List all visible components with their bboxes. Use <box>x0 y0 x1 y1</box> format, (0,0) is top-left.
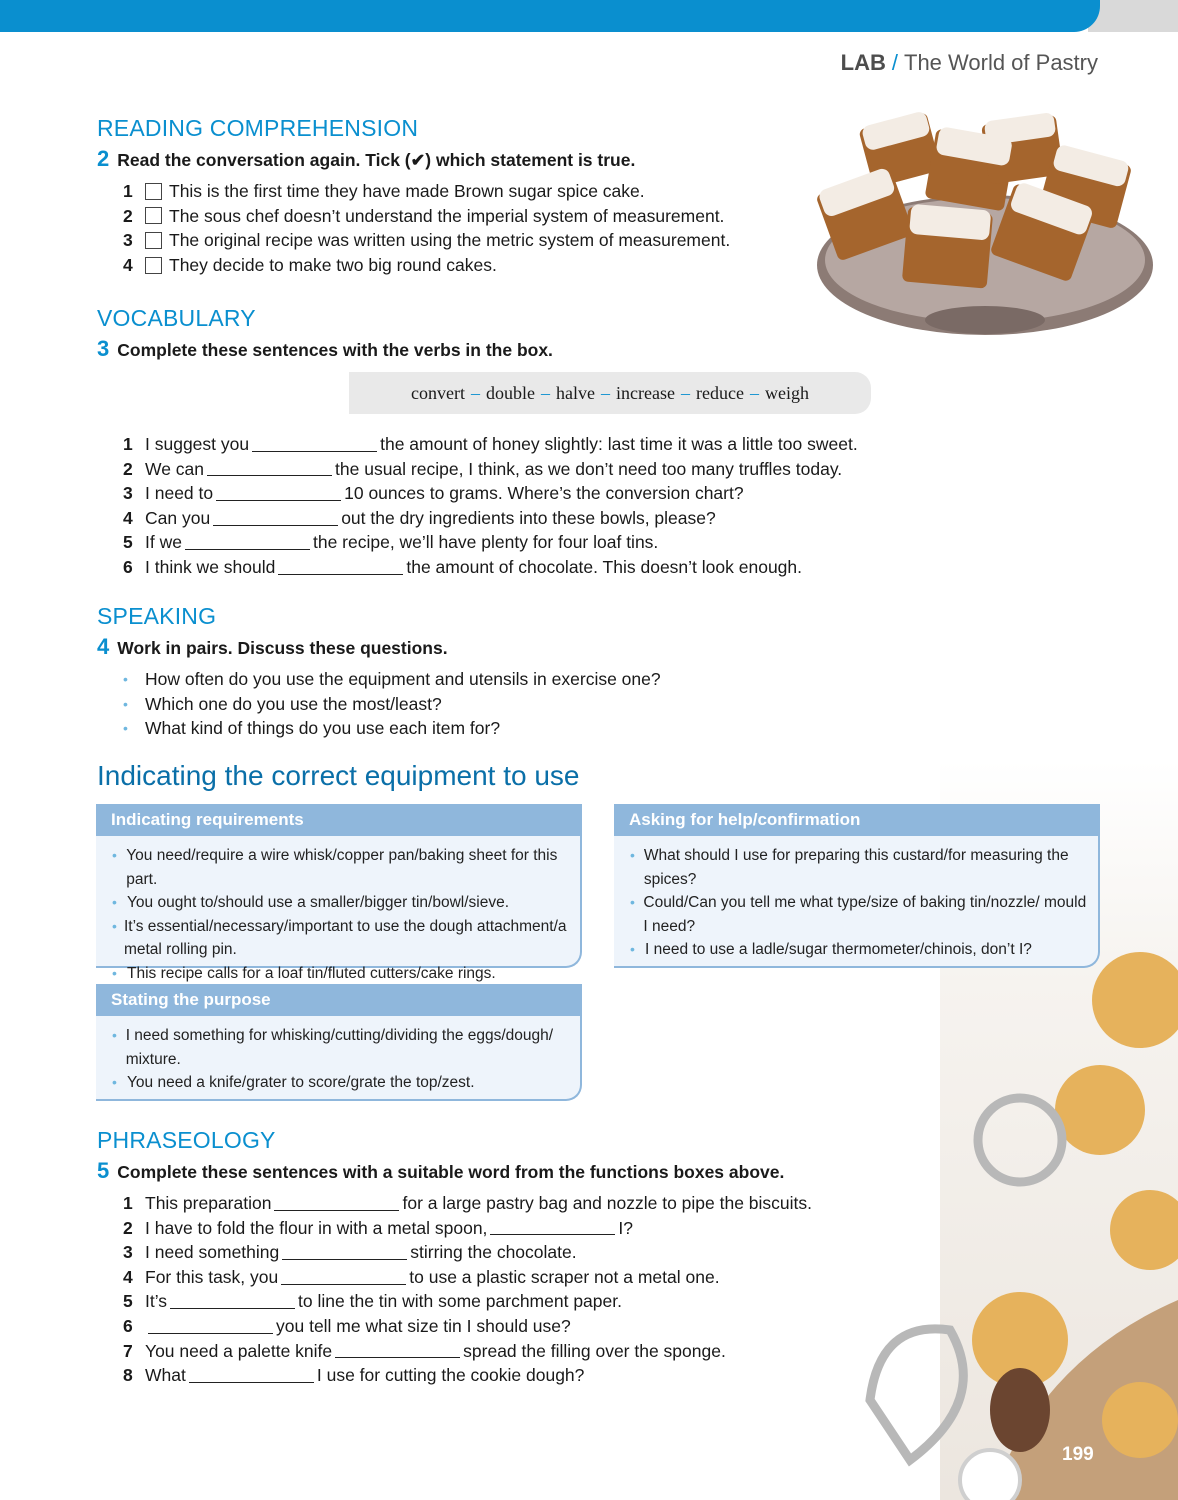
list-item <box>123 1240 812 1265</box>
bullet-dot: • <box>630 847 635 863</box>
item-text: This is the first time they have made Brown sugar spice cake. <box>169 181 645 201</box>
word: convert <box>411 382 466 403</box>
bullet-dot: • <box>112 894 117 910</box>
text-after: to use a plastic scraper not a metal one. <box>409 1266 720 1287</box>
text-after: you tell me what size tin I should use? <box>276 1315 571 1336</box>
list-item <box>123 1265 812 1290</box>
list-item <box>123 481 858 506</box>
exercise-number: 4 <box>97 634 110 659</box>
item-number: 5 <box>123 532 133 553</box>
bullet-dot: • <box>123 720 128 737</box>
answer-blank[interactable] <box>170 1294 295 1309</box>
instruction-text: Work in pairs. Discuss these questions. <box>117 638 448 658</box>
reading-section-title: READING COMPREHENSION <box>97 115 419 141</box>
item-number: 5 <box>123 1291 133 1312</box>
bullet-dot: • <box>112 1074 117 1090</box>
list-item <box>630 844 1088 891</box>
speaking-section-title: SPEAKING <box>97 603 217 629</box>
answer-blank[interactable] <box>335 1343 460 1358</box>
answer-blank[interactable] <box>252 437 377 452</box>
list-item <box>123 692 661 717</box>
item-number: 3 <box>123 230 133 251</box>
item-number: 4 <box>123 1266 133 1287</box>
box-heading: Indicating requirements <box>96 804 580 836</box>
text-before: What <box>145 1365 186 1386</box>
tick-box[interactable] <box>145 183 162 200</box>
tick-box[interactable] <box>145 232 162 249</box>
bullet-dot: • <box>112 917 117 934</box>
header-separator: / <box>891 50 898 75</box>
text-before: I think we should <box>145 556 276 577</box>
text-after: the usual recipe, I think, as we don’t need too many truffles today. <box>335 458 843 479</box>
bullet-dot: • <box>112 1027 117 1043</box>
answer-blank[interactable] <box>278 560 403 575</box>
dash: – <box>680 382 690 403</box>
list-item <box>123 1191 812 1216</box>
bullet-dot: • <box>630 894 635 910</box>
answer-blank[interactable] <box>490 1220 615 1235</box>
answer-blank[interactable] <box>213 511 338 526</box>
text-before: It’s <box>145 1291 168 1312</box>
text-before: If we <box>145 532 182 553</box>
instruction-text: Complete these sentences with the verbs in the box. <box>117 340 553 360</box>
answer-blank[interactable] <box>148 1319 273 1334</box>
list-item <box>123 457 858 482</box>
list-item <box>123 667 661 692</box>
list-item <box>123 716 661 741</box>
item-number: 7 <box>123 1340 133 1361</box>
list-item <box>123 228 730 253</box>
text-after: the recipe, we’ll have plenty for four loaf tins. <box>312 532 659 553</box>
item-number: 4 <box>123 507 133 528</box>
answer-blank[interactable] <box>274 1196 399 1211</box>
text-after: spread the filling over the sponge. <box>463 1340 726 1361</box>
exercise-5-instruction <box>97 1158 784 1184</box>
help-confirmation-box <box>614 804 1100 968</box>
item-number: 8 <box>123 1365 133 1386</box>
dash: – <box>601 382 611 403</box>
exercise-4-instruction <box>97 634 448 660</box>
text-after: the amount of honey slightly: last time it was a little too sweet. <box>380 434 858 454</box>
text-before: Can you <box>145 507 211 528</box>
bullet-text: Could/Can you tell me what type/size of baking tin/nozzle/ mould I need? <box>643 894 1087 935</box>
vocabulary-list <box>123 432 858 580</box>
item-number: 2 <box>123 205 133 226</box>
bullet-dot: • <box>112 847 117 863</box>
bullet-text: What kind of things do you use each item for? <box>145 718 501 739</box>
text-before: I need something <box>145 1242 280 1263</box>
text-before: This preparation <box>145 1193 272 1213</box>
exercise-2-instruction <box>97 146 635 172</box>
word: weigh <box>764 382 809 403</box>
instruction-text: Complete these sentences with a suitable word from the functions boxes above. <box>117 1162 785 1182</box>
list-item <box>123 530 858 555</box>
list-item <box>123 179 730 204</box>
top-color-bar <box>0 0 1100 32</box>
answer-blank[interactable] <box>189 1368 314 1383</box>
text-before: You need a palette knife <box>145 1340 333 1361</box>
word: increase <box>616 382 675 403</box>
item-number: 2 <box>123 1217 133 1238</box>
text-after: for a large pastry bag and nozzle to pipe the biscuits. <box>402 1193 813 1213</box>
dash: – <box>541 382 551 403</box>
word: halve <box>556 382 596 403</box>
word: reduce <box>695 382 744 403</box>
exercise-number: 2 <box>97 146 110 171</box>
list-item <box>123 555 858 580</box>
bullet-dot: • <box>123 695 128 712</box>
item-number: 1 <box>123 181 133 201</box>
item-number: 6 <box>123 1315 133 1336</box>
bullet-dot: • <box>112 964 117 981</box>
bullet-text: Which one do you use the most/least? <box>145 693 442 714</box>
text-before: We can <box>145 458 205 479</box>
cake-photo <box>810 100 1160 350</box>
exercise-number: 5 <box>97 1158 110 1183</box>
dash: – <box>471 382 481 403</box>
speaking-bullets <box>123 667 661 741</box>
phraseology-section-title: PHRASEOLOGY <box>97 1127 276 1153</box>
bullet-text: What should I use for preparing this custard/for measuring the spices? <box>643 847 1069 888</box>
item-number: 6 <box>123 556 133 577</box>
word: double <box>486 382 536 403</box>
box-heading: Stating the purpose <box>96 984 580 1016</box>
text-after: I use for cutting the cookie dough? <box>316 1365 585 1386</box>
text-after: out the dry ingredients into these bowls, please? <box>341 507 716 528</box>
text-after: to line the tin with some parchment paper. <box>298 1291 622 1312</box>
page-number: 199 <box>1062 1444 1094 1465</box>
item-text: They decide to make two big round cakes. <box>169 254 497 275</box>
exercise-3-instruction <box>97 336 553 362</box>
functions-title: Indicating the correct equipment to use <box>97 760 580 791</box>
bullet-dot: • <box>630 941 635 957</box>
requirements-box <box>96 804 582 982</box>
list-item <box>123 1339 812 1364</box>
reading-list <box>123 179 730 277</box>
word-box <box>349 372 871 414</box>
text-before: I need to <box>145 483 214 504</box>
item-number: 1 <box>123 1193 133 1213</box>
header-lab: LAB <box>840 50 886 75</box>
bullet-text: This recipe calls for a loaf tin/fluted cutters/cake rings. <box>127 964 496 982</box>
bullet-text: You need a knife/grater to score/grate the top/zest. <box>127 1074 475 1091</box>
answer-blank[interactable] <box>281 1270 406 1285</box>
bullet-text: You need/require a wire whisk/copper pan/baking sheet for this part. <box>126 847 558 888</box>
item-number: 3 <box>123 1242 133 1263</box>
box-body <box>614 836 1098 968</box>
box-body <box>96 1016 580 1101</box>
list-item <box>630 891 1088 938</box>
top-bar-grey-tab <box>1088 0 1178 32</box>
list-item <box>123 506 858 531</box>
item-number: 2 <box>123 458 133 479</box>
list-item <box>123 204 730 229</box>
text-after: the amount of chocolate. This doesn’t look enough. <box>406 556 802 577</box>
text-before: I suggest you <box>145 434 250 454</box>
item-text: The sous chef doesn’t understand the imperial system of measurement. <box>169 205 725 226</box>
bullet-text: How often do you use the equipment and utensils in exercise one? <box>145 669 661 689</box>
box-heading: Asking for help/confirmation <box>614 804 1098 836</box>
tick-box[interactable] <box>145 257 162 274</box>
vocabulary-section-title: VOCABULARY <box>97 305 256 331</box>
text-after: stirring the chocolate. <box>410 1242 577 1263</box>
instruction-text: Read the conversation again. Tick (✔) which statement is true. <box>117 150 636 170</box>
page-header <box>841 50 1098 76</box>
list-item <box>112 915 570 962</box>
text-after: 10 ounces to grams. Where’s the conversion chart? <box>344 483 744 504</box>
item-text: The original recipe was written using the metric system of measurement. <box>169 230 731 251</box>
item-number: 3 <box>123 483 133 504</box>
tick-box[interactable] <box>145 207 162 224</box>
list-item <box>123 1363 812 1388</box>
purpose-box <box>96 984 582 1101</box>
list-item <box>112 1024 570 1071</box>
answer-blank[interactable] <box>282 1245 407 1260</box>
answer-blank[interactable] <box>185 535 310 550</box>
list-item <box>112 962 570 986</box>
dash: – <box>749 382 759 403</box>
text-before: For this task, you <box>145 1266 279 1287</box>
bullet-text: I need something for whisking/cutting/dividing the eggs/dough/ mixture. <box>125 1027 554 1068</box>
list-item <box>112 1071 570 1095</box>
bullet-text: You ought to/should use a smaller/bigger tin/bowl/sieve. <box>127 894 509 911</box>
list-item <box>123 1314 812 1339</box>
list-item <box>630 938 1088 962</box>
answer-blank[interactable] <box>207 461 332 476</box>
list-item <box>123 432 858 457</box>
exercise-number: 3 <box>97 336 110 361</box>
list-item <box>123 1289 812 1314</box>
bullet-dot: • <box>123 671 128 687</box>
text-before: I have to fold the flour in with a metal spoon, <box>145 1217 488 1238</box>
bullet-text: It’s essential/necessary/important to use the dough attachment/a metal rolling pin. <box>123 917 567 958</box>
phraseology-list <box>123 1191 812 1388</box>
item-number: 4 <box>123 254 133 275</box>
box-body <box>96 836 580 991</box>
answer-blank[interactable] <box>216 486 341 501</box>
header-title: The World of Pastry <box>904 50 1098 75</box>
list-item <box>112 844 570 891</box>
list-item <box>123 253 730 278</box>
list-item <box>112 891 570 915</box>
item-number: 1 <box>123 434 133 454</box>
list-item <box>123 1216 812 1241</box>
bullet-text: I need to use a ladle/sugar thermometer/chinois, don’t I? <box>645 941 1032 958</box>
text-after: I? <box>618 1217 634 1238</box>
